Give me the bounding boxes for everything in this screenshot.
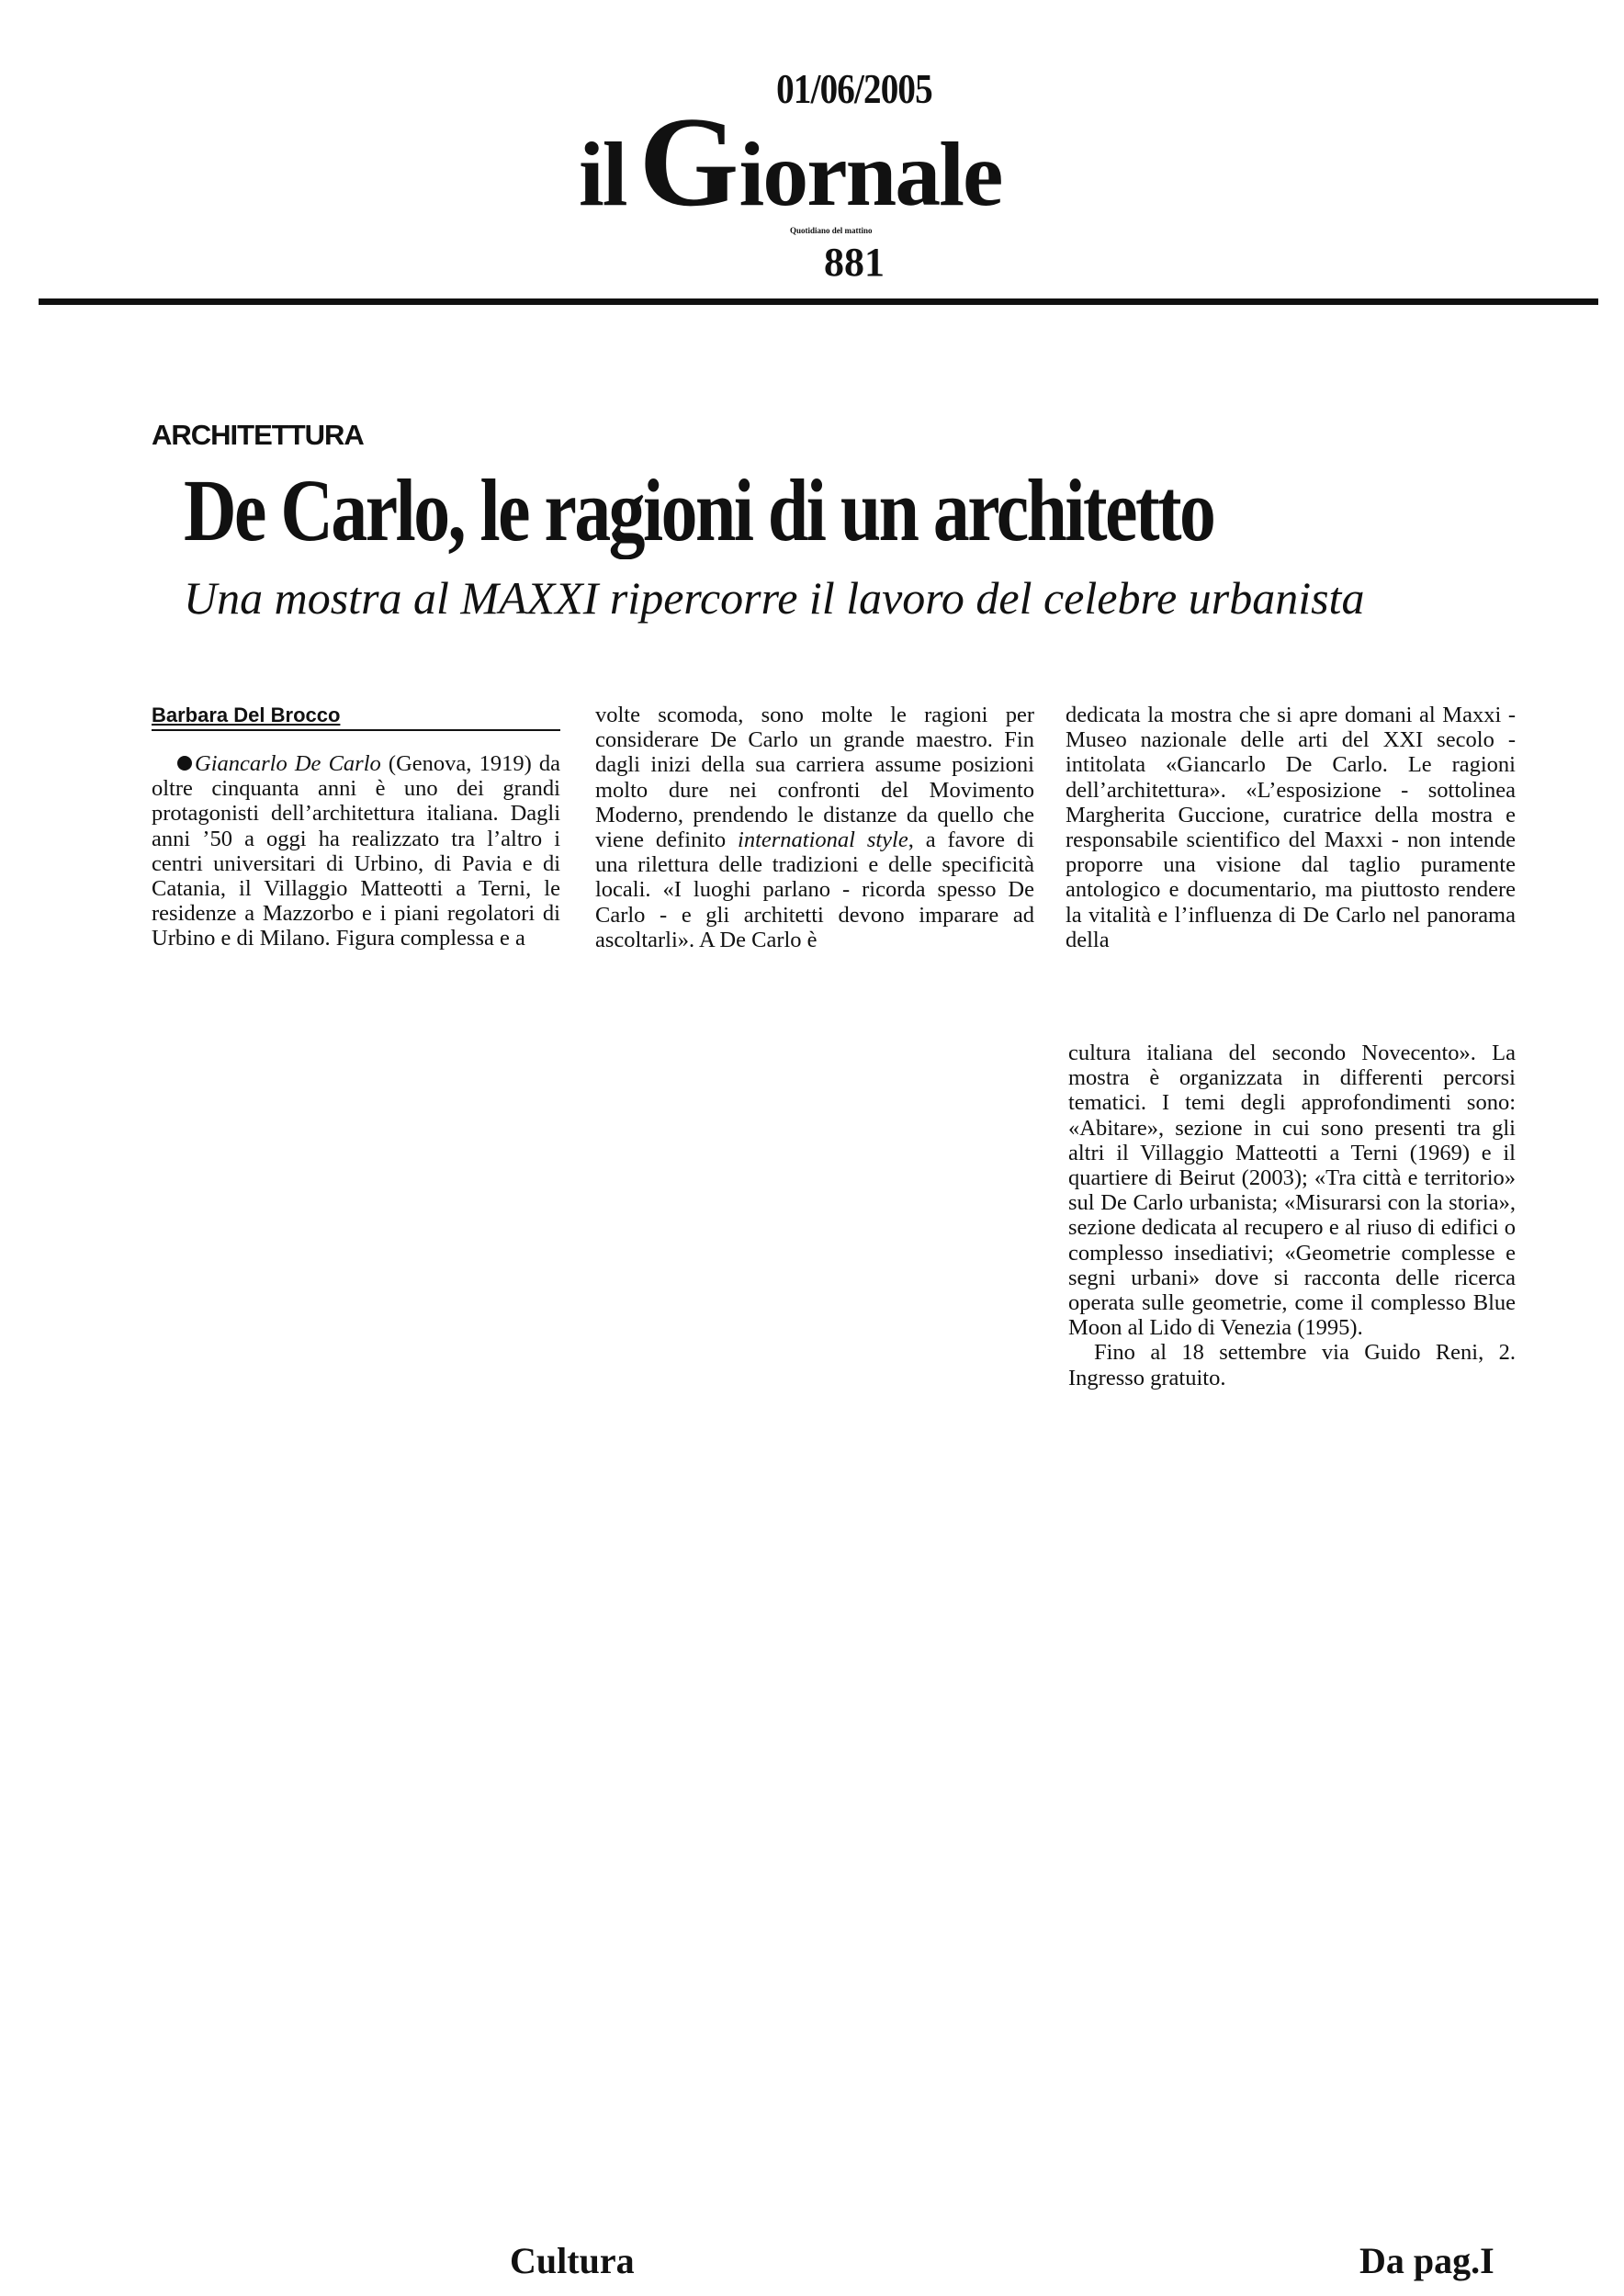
publication-date: 01/06/2005	[776, 65, 932, 112]
page-number: 881	[824, 240, 885, 285]
footer-section: Cultura	[510, 2240, 635, 2281]
article-title: De Carlo, le ragioni di un architetto	[184, 461, 1214, 559]
logo-tagline: Quotidiano del mattino	[790, 226, 873, 235]
column-text: volte scomoda, sono molte le ragioni per considerare De Carlo un grande maestro. Fin dagli inizi della sua carriera assume posizioni molto dure nei confronti del Movimento Moderno, prendendo le distanze da quello che viene definito	[595, 703, 1034, 853]
italic-term: international style	[738, 827, 908, 853]
logo-prefix: il	[579, 123, 626, 225]
article-column-3	[1066, 703, 1516, 952]
lead-name: Giancarlo De Carlo	[195, 751, 381, 776]
header-divider	[39, 298, 1598, 305]
column-text: (Genova, 1919) da oltre cinquanta anni è uno dei grandi protagonisti dell’architettura italiana. Dagli anni ’50 a oggi ha realizzato tra l’altro i centri universitari di Urbino, di Pavia e di Catania, il Villaggio Matteotti a Terni, le residenze a Mazzorbo e i piani regolatori di Urbino e di Milano. Figura complessa e a	[152, 751, 560, 951]
column-text: , a favore di una rilettura delle tradizioni e delle specificità locali. «I luoghi parlano - ricorda spesso De Carlo - e gli architetti devono imparare ad ascoltarli». A De Carlo è	[595, 827, 1034, 952]
logo-rest: iornale	[739, 123, 1002, 225]
byline: Barbara Del Brocco	[152, 703, 560, 731]
section-kicker: ARCHITETTURA	[152, 419, 364, 451]
footer-source: Da pag.I	[1359, 2240, 1494, 2281]
article-column-2	[595, 703, 1034, 952]
closing-info: Fino al 18 settembre via Guido Reni, 2. Ingresso gratuito.	[1068, 1340, 1516, 1390]
article-subtitle: Una mostra al MAXXI ripercorre il lavoro del celebre urbanista	[184, 572, 1365, 624]
column-text: cultura italiana del secondo Novecento». La mostra è organizzata in differenti percorsi tematici. I temi degli approfondimenti sono: «Abitare», sezione in cui sono presenti tra gli altri il Villaggio Matteotti a Terni (1969) e il quartiere di Beirut (2003); «Tra città e territorio» sul De Carlo urbanista; «Misurarsi con la storia», sezione dedicata al recupero e al riuso di edifici o complesso insediativi; «Geometrie complesse e segni urbani» dove si racconta delle ricerca operata sulle geometrie, come il complesso Blue Moon al Lido di Venezia (1995).	[1068, 1041, 1516, 1341]
bullet-icon	[177, 756, 192, 771]
column-text: dedicata la mostra che si apre domani al Maxxi - Museo nazionale delle arti del XXI secolo - intitolata «Giancarlo De Carlo. Le ragioni dell’architettura». «L’esposizione - sottolinea Margherita Guccione, curatrice della mostra e responsabile scientifico del Maxxi - non intende proporre una visione dal taglio puramente antologico e documentario, ma piuttosto rendere la vitalità e l’influenza di De Carlo nel panorama della	[1066, 703, 1516, 952]
article-column-4	[1068, 1041, 1516, 1390]
article-column-1	[152, 751, 560, 951]
logo-initial: G	[638, 91, 739, 233]
